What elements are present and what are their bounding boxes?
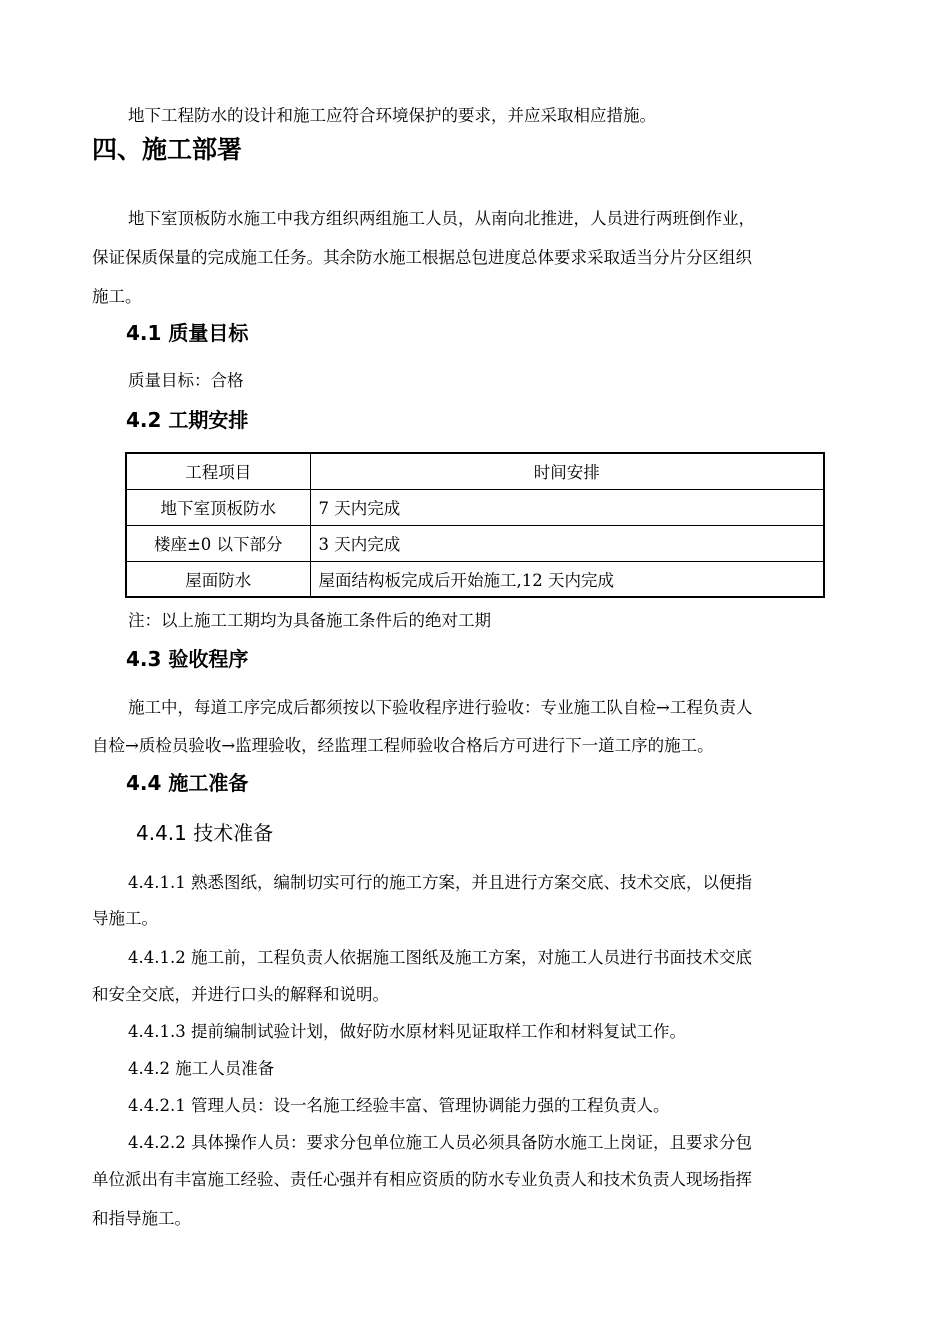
schedule-table [125,452,825,598]
section-4-4-1-heading: 4.4.1 技术准备 [136,821,274,845]
section-4-1-heading: 4.1 质量目标 [126,321,249,345]
item-4-4-1-2-line-2: 和安全交底，并进行口头的解释和说明。 [92,985,389,1004]
table-row [126,525,824,561]
table-header-schedule: 时间安排 [310,453,824,489]
table-cell-schedule: 3 天内完成 [310,525,824,561]
quality-goal-text: 质量目标：合格 [128,371,244,390]
item-4-4-2-1: 4.4.2.1 管理人员：设一名施工经验丰富、管理协调能力强的工程负责人。 [128,1096,670,1115]
acceptance-line-2: 自检→质检员验收→监理验收，经监理工程师验收合格后方可进行下一道工序的施工。 [92,736,714,755]
intro-line: 地下工程防水的设计和施工应符合环境保护的要求，并应采取相应措施。 [128,106,656,125]
schedule-note: 注：以上施工工期均为具备施工条件后的绝对工期 [128,611,491,630]
section-4-4-heading: 4.4 施工准备 [126,771,249,795]
table-header-project: 工程项目 [126,453,310,489]
acceptance-line-1: 施工中，每道工序完成后都须按以下验收程序进行验收：专业施工队自检→工程负责人 [128,698,753,717]
section-4-para-line-1: 地下室顶板防水施工中我方组织两组施工人员，从南向北推进，人员进行两班倒作业， [128,209,755,228]
table-header-row [126,453,824,489]
table-cell-project: 地下室顶板防水 [126,489,310,525]
item-4-4-1-3: 4.4.1.3 提前编制试验计划，做好防水原材料见证取样工作和材料复试工作。 [128,1022,686,1041]
item-4-4-2-2-line-1: 4.4.2.2 具体操作人员：要求分包单位施工人员必须具备防水施工上岗证，且要求分包 [128,1133,752,1152]
item-4-4-1-1-line-1: 4.4.1.1 熟悉图纸，编制切实可行的施工方案，并且进行方案交底、技术交底，以便指 [128,873,752,892]
item-4-4-2-2-line-3: 和指导施工。 [92,1209,191,1228]
table-row [126,561,824,597]
table-row [126,489,824,525]
section-4-heading: 四、施工部署 [92,135,243,164]
table-cell-schedule: 7 天内完成 [310,489,824,525]
table-cell-schedule: 屋面结构板完成后开始施工,12 天内完成 [310,561,824,597]
table-cell-project: 楼座±0 以下部分 [126,525,310,561]
item-4-4-1-1-line-2: 导施工。 [92,909,158,928]
section-4-para-line-2: 保证保质保量的完成施工任务。其余防水施工根据总包进度总体要求采取适当分片分区组织 [92,248,752,267]
section-4-2-heading: 4.2 工期安排 [126,408,249,432]
item-4-4-2-2-line-2: 单位派出有丰富施工经验、责任心强并有相应资质的防水专业负责人和技术负责人现场指挥 [92,1170,752,1189]
item-4-4-1-2-line-1: 4.4.1.2 施工前，工程负责人依据施工图纸及施工方案，对施工人员进行书面技术交底 [128,948,752,967]
section-4-para-line-3: 施工。 [92,287,142,306]
section-4-4-2-heading: 4.4.2 施工人员准备 [128,1059,275,1078]
section-4-3-heading: 4.3 验收程序 [126,647,249,671]
table-cell-project: 屋面防水 [126,561,310,597]
